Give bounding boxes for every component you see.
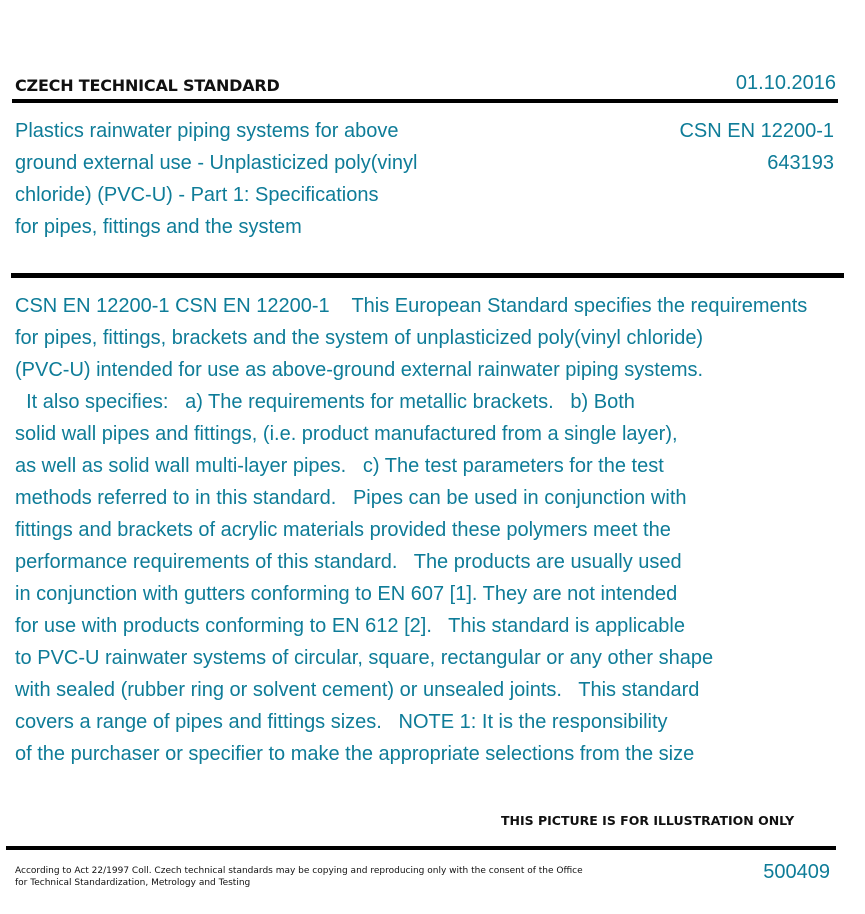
abstract-line: It also specifies: a) The requirements for metallic brackets. b) Both	[15, 391, 635, 413]
title-line: chloride) (PVC-U) - Part 1: Specifications	[15, 184, 379, 206]
legal-notice	[15, 865, 615, 889]
abstract-line: of the purchaser or specifier to make the appropriate selections from the size	[15, 743, 695, 765]
header-divider	[12, 99, 838, 103]
abstract-line: covers a range of pipes and fittings sizes. NOTE 1: It is the responsibility	[15, 711, 668, 733]
title-line: ground external use - Unplasticized poly(vinyl	[15, 152, 418, 174]
abstract-line: methods referred to in this standard. Pipes can be used in conjunction with	[15, 487, 687, 509]
abstract-line: as well as solid wall multi-layer pipes. c) The test parameters for the test	[15, 455, 664, 477]
illustration-disclaimer: THIS PICTURE IS FOR ILLUSTRATION ONLY	[501, 813, 795, 828]
standard-title	[15, 115, 465, 243]
standard-codes	[679, 115, 834, 179]
standard-number: CSN EN 12200-1	[679, 120, 834, 142]
abstract-line: (PVC-U) intended for use as above-ground external rainwater piping systems.	[15, 359, 704, 381]
abstract-line: for pipes, fittings, brackets and the system of unplasticized poly(vinyl chloride)	[15, 327, 704, 349]
abstract-line: for use with products conforming to EN 612 [2]. This standard is applicable	[15, 615, 685, 637]
abstract-line: CSN EN 12200-1 CSN EN 12200-1 This European Standard specifies the requirements	[15, 295, 808, 317]
product-code: 500409	[763, 861, 830, 883]
legal-notice-line: According to Act 22/1997 Coll. Czech technical standards may be copying and reproducing only with the consent of the Office	[15, 866, 583, 876]
abstract-line: performance requirements of this standard. The products are usually used	[15, 551, 682, 573]
abstract-line: in conjunction with gutters conforming to EN 607 [1]. They are not intended	[15, 583, 678, 605]
title-line: Plastics rainwater piping systems for above	[15, 120, 399, 142]
title-line: for pipes, fittings and the system	[15, 216, 302, 238]
abstract-line: to PVC-U rainwater systems of circular, square, rectangular or any other shape	[15, 647, 714, 669]
publication-date: 01.10.2016	[735, 72, 836, 94]
abstract-text	[15, 290, 865, 770]
abstract-line: solid wall pipes and fittings, (i.e. product manufactured from a single layer),	[15, 423, 678, 445]
title-divider	[11, 273, 844, 278]
abstract-line: with sealed (rubber ring or solvent cement) or unsealed joints. This standard	[15, 679, 700, 701]
document-type-label: CZECH TECHNICAL STANDARD	[15, 76, 280, 95]
legal-notice-line: for Technical Standardization, Metrology and Testing	[15, 878, 251, 888]
catalog-number: 643193	[767, 152, 834, 174]
footer-divider	[6, 846, 836, 850]
abstract-line: fittings and brackets of acrylic materials provided these polymers meet the	[15, 519, 671, 541]
